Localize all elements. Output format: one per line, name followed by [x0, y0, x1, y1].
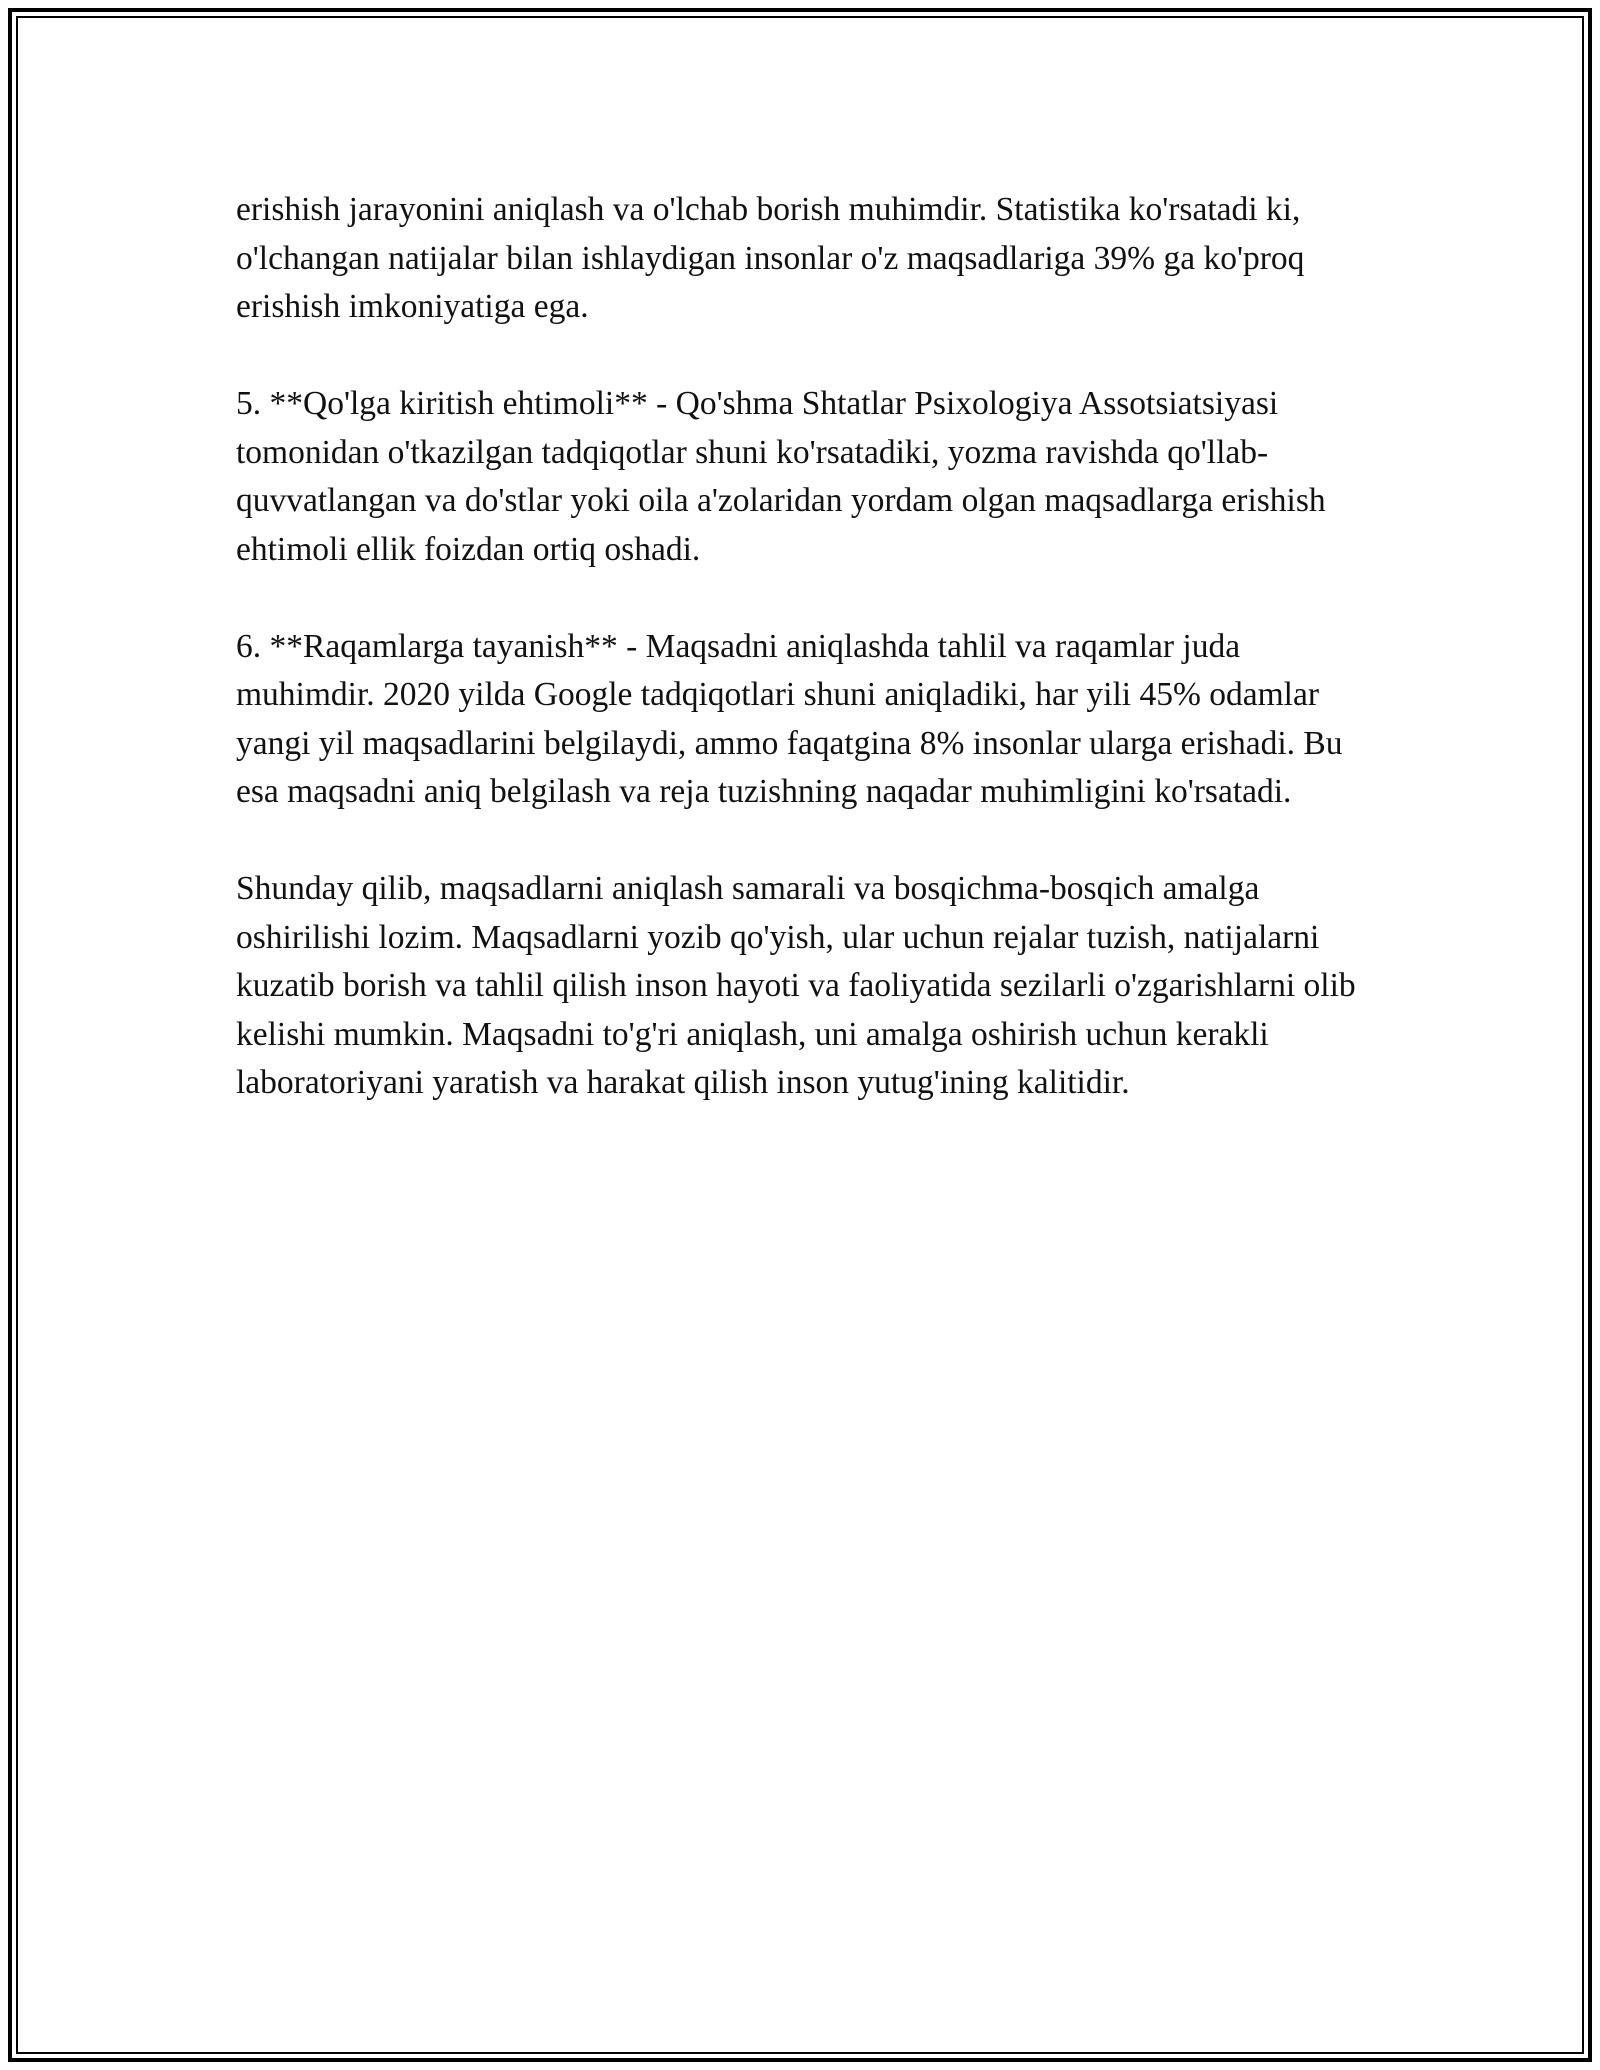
document-body — [236, 186, 1376, 1156]
paragraph-item-5: 5. **Qo'lga kiritish ehtimoli** - Qo'shma Shtatlar Psixologiya Assotsiatsiyasi tomonidan o'tkazilgan tadqiqotlar shuni ko'rsatadiki, yozma ravishda qo'llab-quvvatlangan va do'stlar yoki oila a'zolaridan yordam olgan maqsadlarga erishish ehtimoli ellik foizdan ortiq oshadi. — [236, 385, 1326, 568]
paragraph-item-6: 6. **Raqamlarga tayanish** - Maqsadni aniqlashda tahlil va raqamlar juda muhimdir. 2020 yilda Google tadqiqotlari shuni aniqladiki, har yili 45% odamlar yangi yil maqsadlarini belgilaydi, ammo faqatgina 8% insonlar ularga erishadi. Bu esa maqsadni aniq belgilash va reja tuzishning naqadar muhimligini ko'rsatadi. — [236, 627, 1343, 810]
paragraph-measurement: erishish jarayonini aniqlash va o'lchab borish muhimdir. Statistika ko'rsatadi ki, o'lchangan natijalar bilan ishlaydigan insonlar o'z maqsadlariga 39% ga ko'proq erishish imkoniyatiga ega. — [236, 191, 1305, 325]
paragraph-conclusion: Shunday qilib, maqsadlarni aniqlash samarali va bosqichma-bosqich amalga oshirilishi lozim. Maqsadlarni yozib qo'yish, ular uchun rejalar tuzish, natijalarni kuzatib borish va tahlil qilish inson hayoti va faoliyatida sezilarli o'zgarishlarni olib kelishi mumkin. Maqsadni to'g'ri aniqlash, uni amalga oshirish uchun kerakli laboratoriyani yaratish va harakat qilish inson yutug'ining kalitidir. — [236, 870, 1356, 1101]
